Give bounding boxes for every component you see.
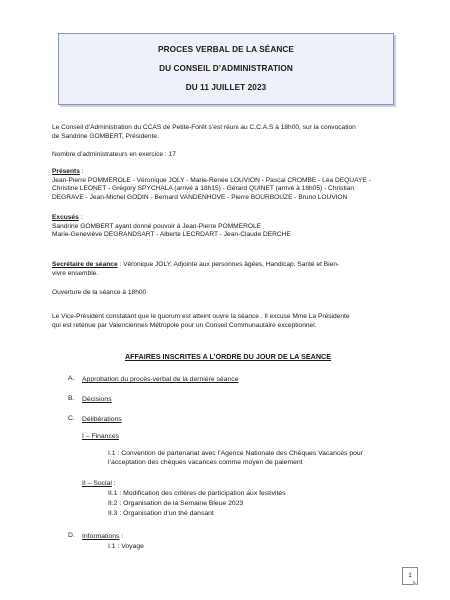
presents-line-1: Jean-Pierre POMMEROLE - Véronique JOLY - Marie-Renée LOUVION - Pascal CROMBE - Léa DEQUAYE - — [52, 176, 371, 184]
item-i1-convention-line-1: I.1 : Convention de partenariat avec l’Agence Nationale des Chèques Vacances pour — [108, 450, 363, 457]
presents-line-2: Christine LEONET - Grégory SPYCHALA (arrivé à 18h15) - Gérard QUINET (arrivé à 18h05) - Christian — [52, 185, 355, 193]
vice-line-2: qui est retenue par Valenciennes Métropole pour un Conseil Communautaire exceptionnel. — [52, 321, 317, 329]
agenda-item-decisions: Décisions — [82, 396, 112, 403]
agenda-letter-a: A. — [68, 375, 75, 382]
secretaire-block — [52, 261, 339, 278]
ouverture-seance: Ouverture de la séance à 18h00 — [52, 289, 147, 296]
secretaire-line-1: : Véronique JOLY, Adjointe aux personnes âgées, Handicap, Santé et Bien- — [117, 261, 340, 268]
excuses-line-1: Sandrine GOMBERT ayant donné pouvoir à Jean-Pierre POMMEROLE — [52, 222, 262, 230]
vice-line-1: Le Vice-Président constatant que le quorum est atteint ouvre la séance . Il excuse Mme La Présidente — [52, 313, 350, 320]
title-line-2: DU CONSEIL D’ADMINISTRATION — [159, 64, 293, 73]
agenda-letter-c: C. — [68, 415, 75, 422]
item-ii3: II.3 : Organisation d’un thé dansant — [108, 510, 214, 517]
presents-line-3: DEGRAVE - Jean-Michel GODIN - Bernard VANDENHOVE - Pierre BOURBOUZE - Bruno LOUVION — [52, 193, 348, 201]
subsection-social — [82, 479, 116, 488]
agenda-item-deliberations: Délibérations — [82, 416, 122, 423]
title-line-1: PROCES VERBAL DE LA SÉANCE — [158, 45, 294, 54]
excuses-block — [52, 214, 291, 240]
item-ii1: II.1 : Modification des critères de participation aux festivités — [108, 490, 286, 497]
excuses-label: Excusés — [52, 214, 79, 221]
secretaire-label: Secrétaire de séance — [52, 261, 118, 268]
subsection-social-label: II – Social — [82, 480, 112, 487]
subsection-social-suffix: : — [111, 480, 116, 487]
excuses-line-2: Marie-Geneviève DEGRANDSART - Alberte LECRDART - Jean-Claude DERCHE — [52, 231, 291, 239]
excuses-suffix: : — [78, 214, 83, 221]
intro-line-2: de Sandrine GOMBERT, Présidente. — [52, 132, 159, 140]
agenda-letter-b: B. — [68, 395, 75, 402]
nombre-administrateurs: Nombre d’administrateurs en exercice : 17 — [52, 151, 176, 158]
page-number: 1 — [402, 567, 418, 585]
agenda-title: AFFAIRES INSCRITES A L’ORDRE DU JOUR DE LA SEANCE — [124, 352, 332, 361]
item-voyage: I.1 : Voyage — [108, 543, 144, 550]
vice-president-paragraph — [52, 313, 350, 330]
item-i1-convention-line-2: l’acceptation des chèques vacances comme moyen de paiement — [108, 459, 303, 466]
agenda-item-informations — [82, 532, 123, 541]
title-line-3: DU 11 JUILLET 2023 — [185, 83, 267, 92]
title-box — [58, 33, 394, 105]
presents-label: Présents — [52, 168, 80, 175]
informations-label: Informations — [82, 533, 120, 540]
secretaire-line-2: vivre ensemble. — [52, 269, 99, 277]
item-ii2: II.2 : Organisation de la Semaine Bleue 2023 — [108, 500, 244, 507]
agenda-letter-d: D. — [68, 532, 75, 539]
presents-suffix: : — [79, 168, 84, 175]
agenda-item-approbation: Approbation du procès-verbal de la dernière séance — [82, 376, 239, 383]
intro-paragraph — [52, 124, 356, 141]
presents-block — [52, 168, 371, 202]
intro-line-1: Le Conseil d’Administration du CCAS de Petite-Forêt s’est réuni au C.C.A.S à 18h00, sur la convocation — [52, 124, 356, 131]
informations-suffix: : — [119, 533, 124, 540]
subsection-finances: I – Finances — [82, 433, 120, 440]
